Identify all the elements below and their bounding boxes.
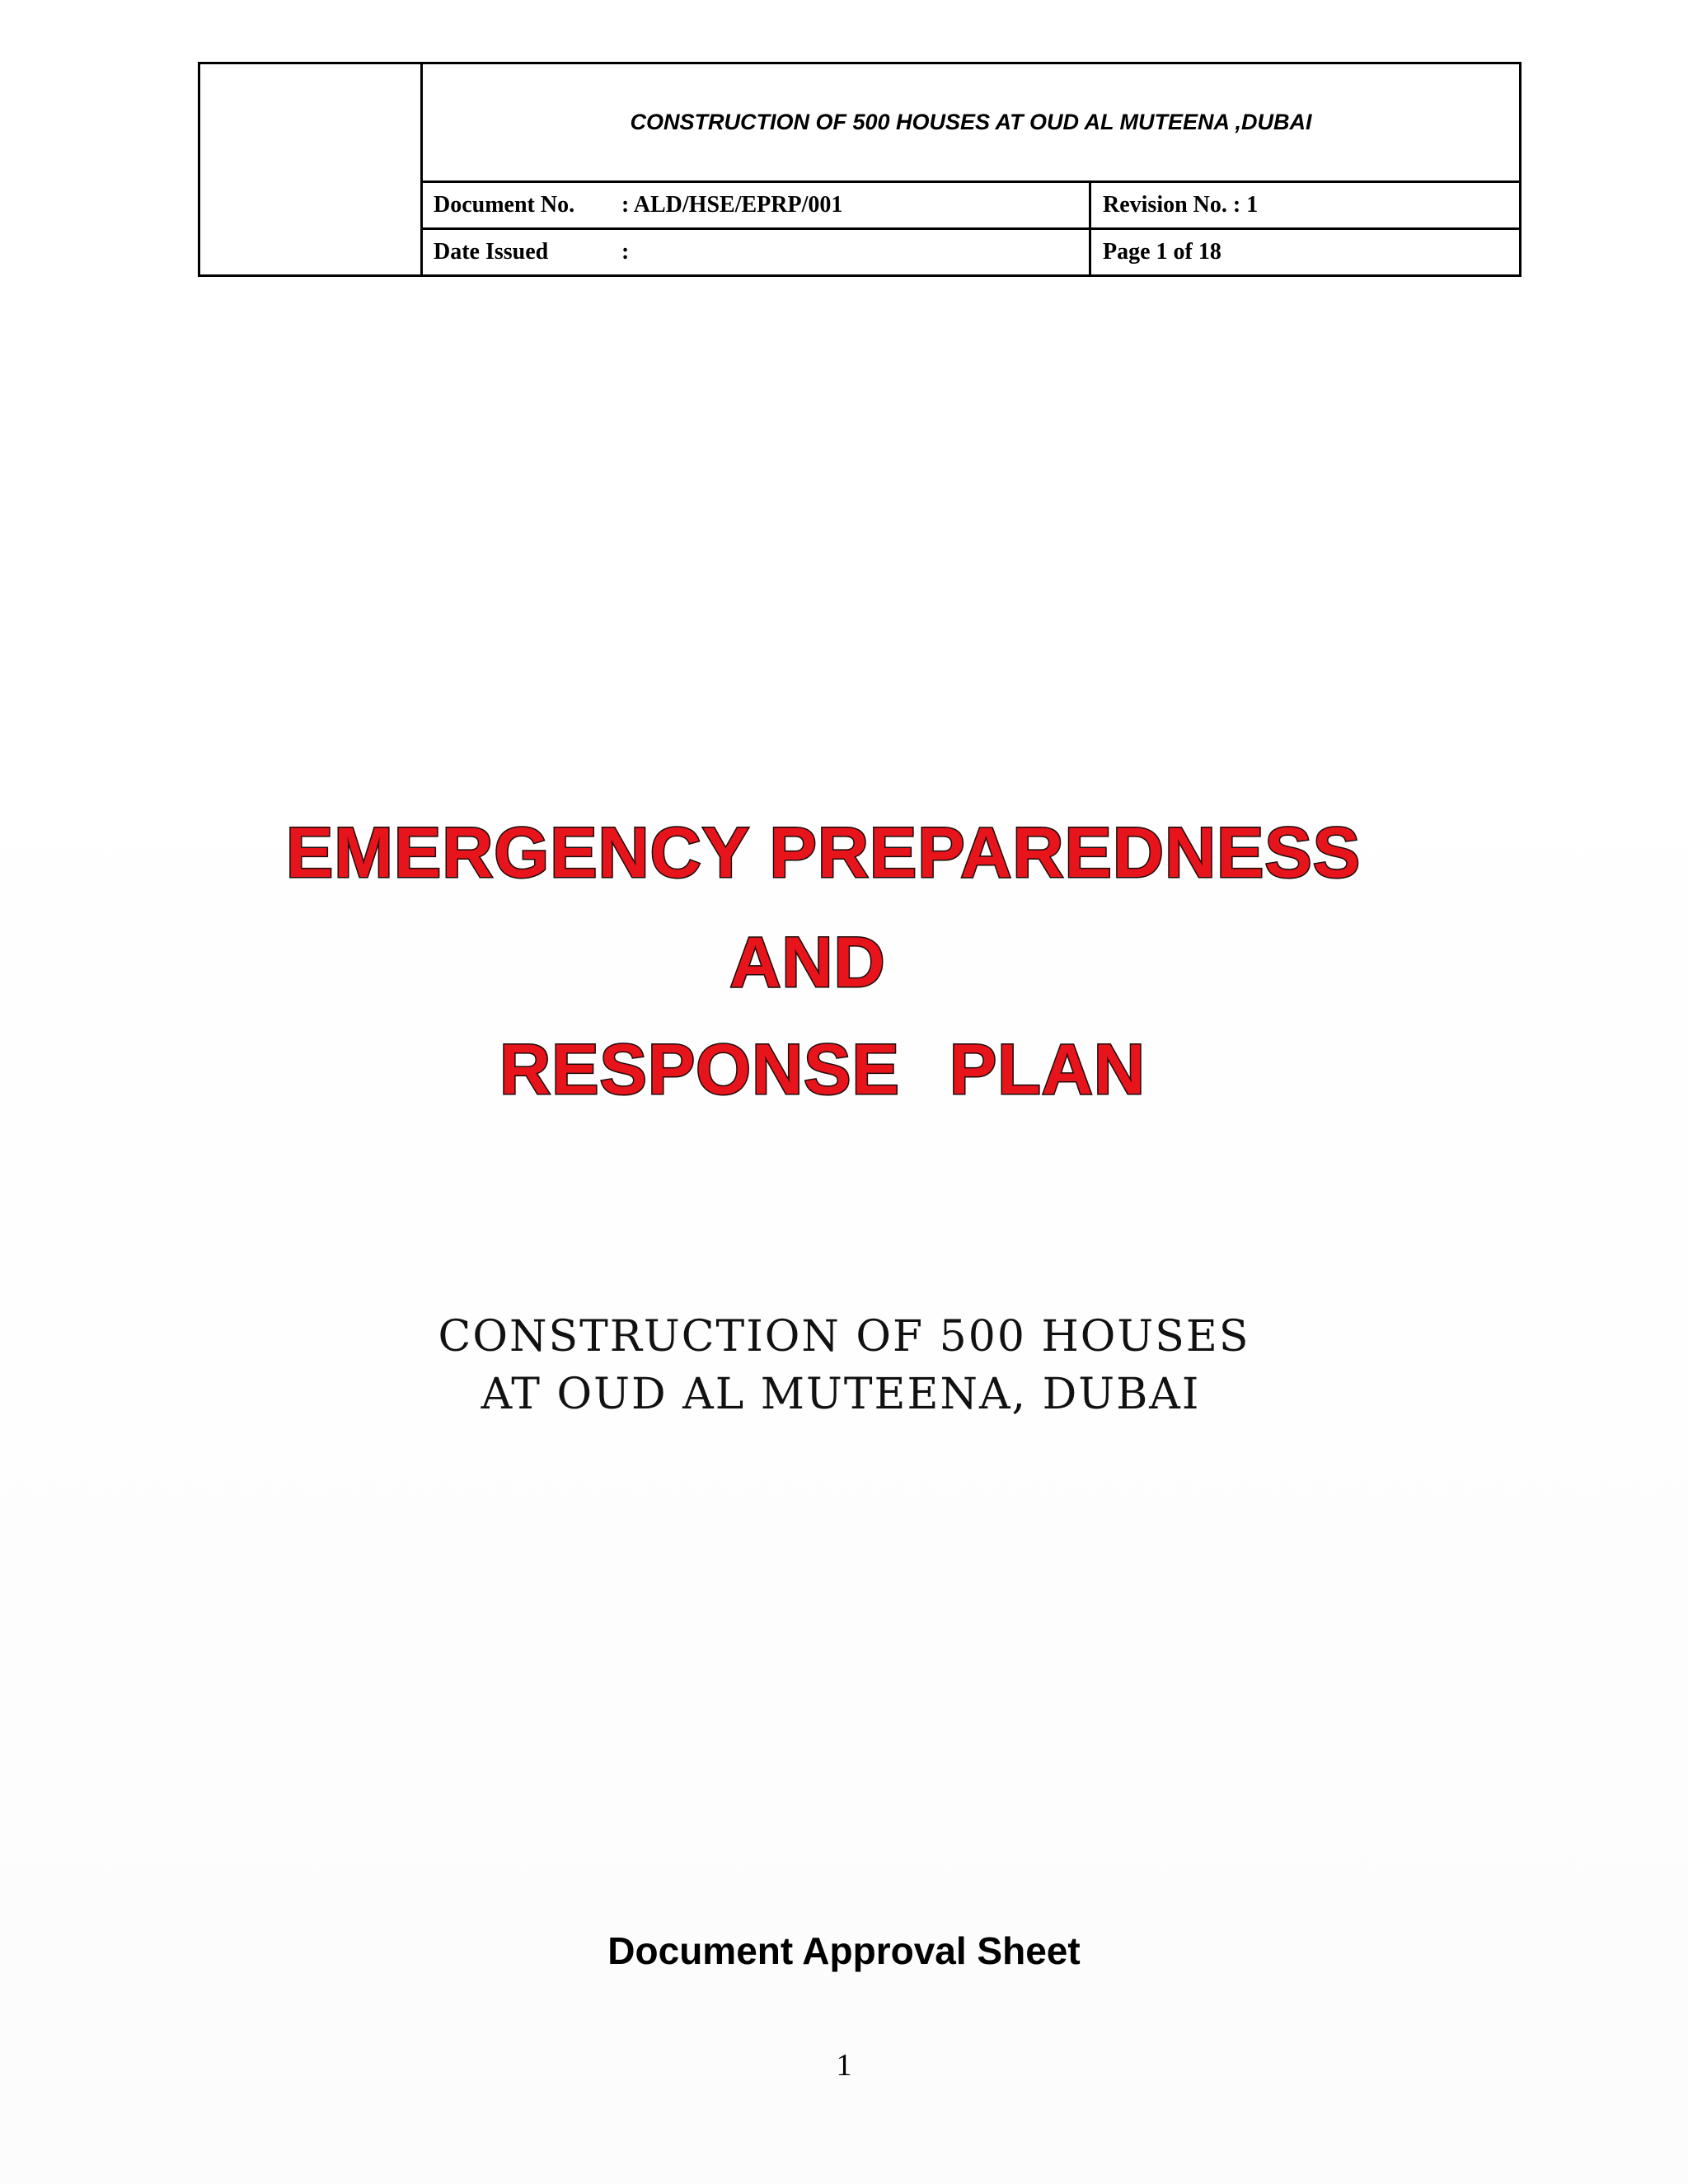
document-number-cell [423, 183, 1091, 227]
subtitle-line-1: CONSTRUCTION OF 500 HOUSES [438, 1312, 1250, 1361]
project-title: CONSTRUCTION OF 500 HOUSES AT OUD AL MUTEENA ,DUBAI [630, 110, 1312, 134]
document-header-table [198, 62, 1522, 277]
revision-number-cell [1091, 183, 1519, 227]
date-issued-value: : [621, 239, 630, 265]
main-title-word-plan: PLAN [949, 1030, 1146, 1109]
date-issued-cell [423, 230, 1091, 274]
logo-cell [200, 64, 423, 274]
main-title-line-1: EMERGENCY PREPAREDNESS [285, 813, 1362, 893]
page-number: 1 [836, 2048, 852, 2083]
main-title-line-3 [0, 1030, 1667, 1109]
page-count: Page 1 of 18 [1103, 239, 1221, 265]
main-title-line-2: AND [729, 923, 886, 1002]
page-count-cell [1091, 230, 1519, 274]
date-issued-label: Date Issued [434, 239, 549, 265]
approval-sheet-heading: Document Approval Sheet [607, 1929, 1081, 1972]
project-title-cell [423, 64, 1519, 183]
subtitle-line-2: AT OUD AL MUTEENA, DUBAI [481, 1370, 1201, 1419]
document-number-value: : ALD/HSE/EPRP/001 [621, 192, 843, 218]
document-number-row [423, 183, 1519, 230]
document-number-label: Document No. [434, 192, 575, 218]
main-title-word-response: RESPONSE [499, 1030, 900, 1109]
revision-number: Revision No. : 1 [1103, 192, 1259, 218]
date-issued-row [423, 230, 1519, 274]
